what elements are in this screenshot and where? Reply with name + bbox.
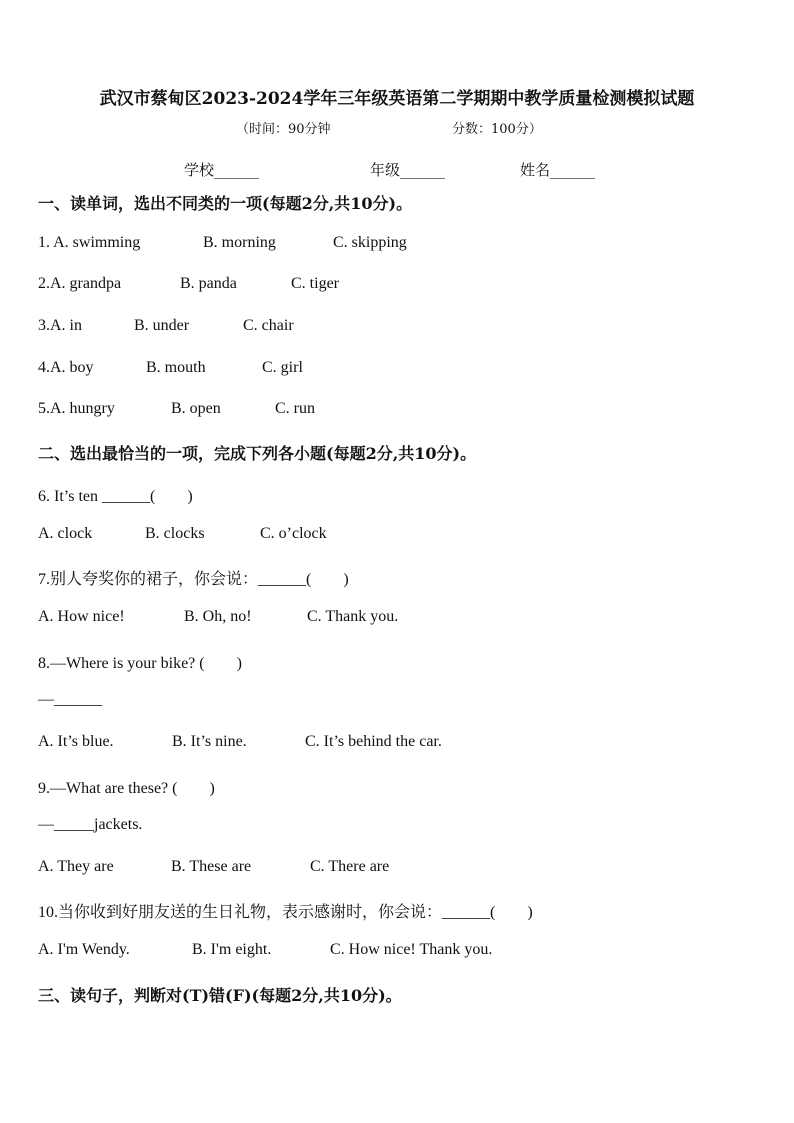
section1-heading: 一、读单词，选出不同类的一项(每题2分,共10分)。	[38, 194, 413, 213]
option-b: B. clocks	[145, 525, 205, 542]
option-c: C. It’s behind the car.	[305, 733, 442, 750]
option-a: 4.A. boy	[38, 359, 94, 376]
question-9-stem: 9.—What are these? ( )	[38, 780, 215, 797]
section2-heading: 二、选出最恰当的一项，完成下列各小题(每题2分,共10分)。	[38, 444, 477, 463]
option-b: B. These are	[171, 858, 252, 875]
option-b: B. I'm eight.	[192, 941, 272, 958]
grade-field: 年级______	[370, 161, 446, 179]
option-b: B. open	[171, 400, 221, 417]
option-c: C. run	[275, 400, 315, 417]
option-a: A. It’s blue.	[38, 733, 114, 750]
option-c: C. How nice! Thank you.	[330, 941, 493, 958]
question-6-stem: 6. It’s ten ______( )	[38, 488, 193, 505]
option-b: B. mouth	[146, 359, 206, 376]
option-a: A. How nice!	[38, 608, 125, 625]
option-b: B. Oh, no!	[184, 608, 252, 625]
question-8-blank: —______	[38, 691, 102, 708]
option-a: 2.A. grandpa	[38, 275, 122, 292]
option-b: B. morning	[203, 234, 276, 251]
question-9-blank: —_____jackets.	[38, 816, 143, 833]
option-c: C. skipping	[333, 234, 407, 251]
option-c: C. girl	[262, 359, 303, 376]
option-b: B. panda	[180, 275, 237, 292]
exam-title: 武汉市蔡甸区2023-2024学年三年级英语第二学期期中教学质量检测模拟试题	[99, 89, 695, 109]
option-c: C. tiger	[291, 275, 339, 292]
option-a: A. I'm Wendy.	[38, 941, 130, 958]
option-a: 1. A. swimming	[38, 234, 141, 251]
option-b: B. It’s nine.	[172, 733, 247, 750]
school-field: 学校______	[184, 161, 260, 179]
option-a: 3.A. in	[38, 317, 82, 334]
exam-score: 分数：100分）	[452, 122, 542, 137]
question-8-stem: 8.—Where is your bike? ( )	[38, 655, 242, 672]
option-a: A. clock	[38, 525, 93, 542]
option-a: 5.A. hungry	[38, 400, 115, 417]
option-c: C. o’clock	[260, 525, 327, 542]
option-c: C. Thank you.	[307, 608, 399, 625]
question-7-stem: 7.别人夸奖你的裙子，你会说：______( )	[38, 571, 349, 588]
section3-heading: 三、读句子，判断对(T)错(F)(每题2分,共10分)。	[38, 986, 402, 1005]
question-10-stem: 10.当你收到好朋友送的生日礼物，表示感谢时，你会说：______( )	[38, 904, 533, 921]
option-a: A. They are	[38, 858, 114, 875]
name-field: 姓名______	[520, 161, 596, 179]
option-c: C. chair	[243, 317, 294, 334]
option-b: B. under	[134, 317, 190, 334]
exam-time: （时间：90分钟	[236, 122, 331, 137]
option-c: C. There are	[310, 858, 390, 875]
